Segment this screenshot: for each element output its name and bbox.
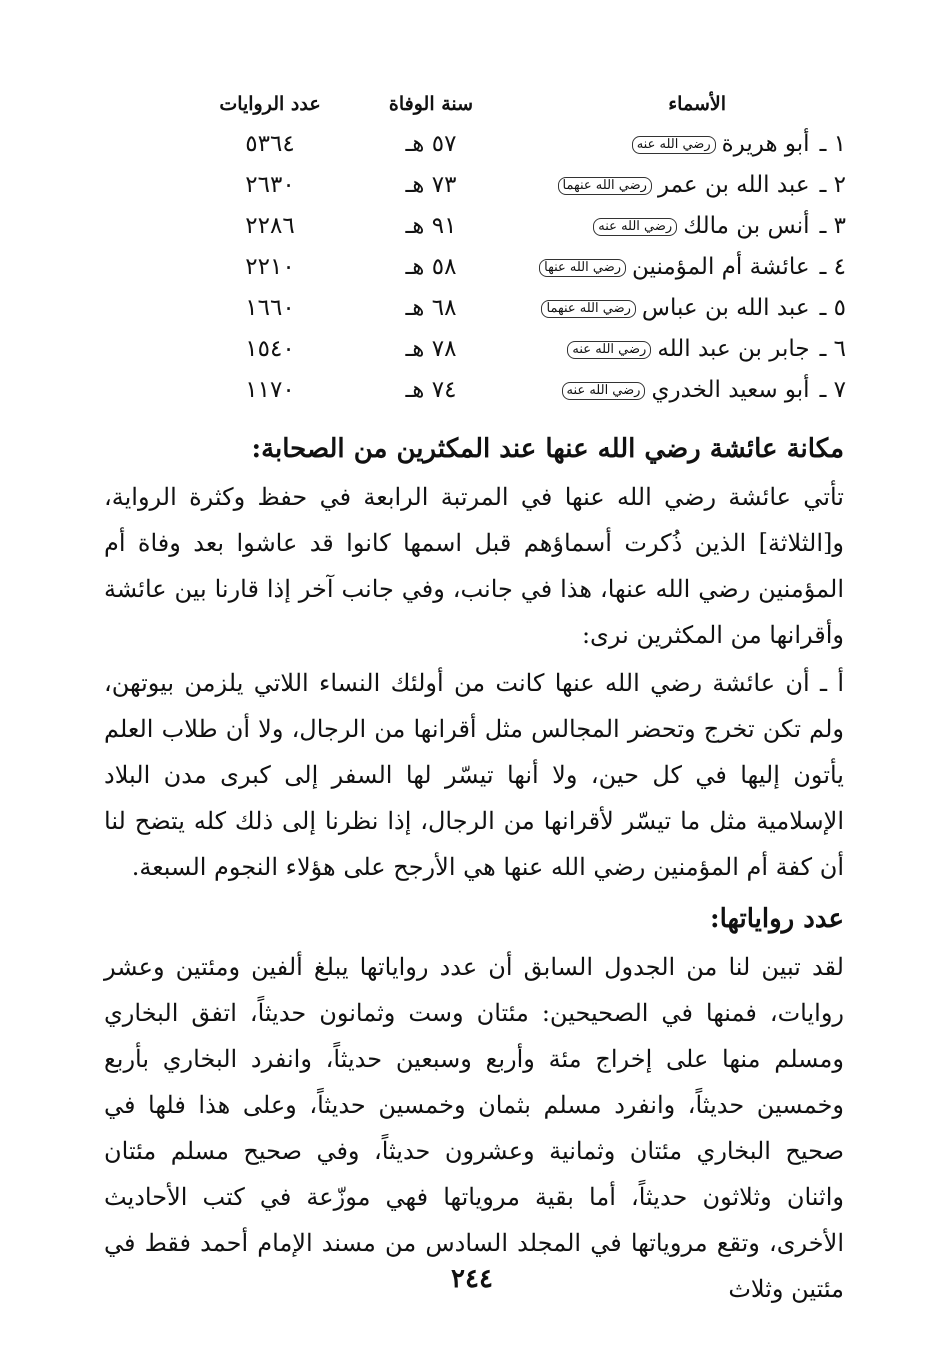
narration-count: ٢٦٣٠ [245,172,295,198]
paragraph-intro: تأتي عائشة رضي الله عنها في المرتبة الرابعة في حفظ وكثرة الرواية، و[الثلاثة] الذين ذُكرت أسماؤهم قبل اسمها كانوا قد عاشوا بعد وفاة أم المؤمنين رضي الله عنها، هذا في جانب، وفي جانب آخر إذا قارنا بين عائشة وأقرانها من المكثرين نرى: [104,483,844,649]
death-year: ٧٨ هـ [405,336,457,362]
paragraph-point-a: أ ـ أن عائشة رضي الله عنها كانت من أولئك النساء اللاتي يلزمن بيوتهن، ولم تكن تخرج وتحضر المجالس مثل أقرانها من الرجال، ولا أن طلاب العلم يأتون إليها في كل حين، ولا أنها تيسّر لها السفر إلى كبرى مدن البلاد الإسلامية مثل ما تيسّر لأقرانها من الرجال، إذا نظرنا إلى ذلك كله يتضح لنا أن كفة أم المؤمنين رضي الله عنها هي الأرجح على هؤلاء النجوم السبعة. [104,669,844,881]
honorific-seal: رضي الله عنه [562,382,646,400]
narrator-name: أبو سعيد الخدري [651,377,810,403]
narration-count: ٥٣٦٤ [245,131,295,157]
row-number: ٥ ـ [819,295,846,321]
table-row [190,165,846,206]
row-number: ٤ ـ [819,254,846,280]
honorific-seal: رضي الله عنهما [541,300,635,318]
narrator-name: عبد الله بن عمر [657,172,810,198]
narration-count: ٢٢١٠ [245,254,295,280]
table-row [190,329,846,370]
row-number: ٣ ـ [819,213,846,239]
death-year: ٧٤ هـ [405,377,457,403]
narrator-name-cell [632,124,846,165]
narrator-name-cell [539,247,846,288]
narration-count: ٢٢٨٦ [245,213,295,239]
narrator-name: عائشة أم المؤمنين [632,254,810,280]
header-death-year: سنة الوفاة [388,93,474,115]
row-number: ٢ ـ [819,172,846,198]
paragraph-narrations: لقد تبين لنا من الجدول السابق أن عدد رواياتها يبلغ ألفين ومئتين وعشر روايات، فمنها في الصحيحين: مئتان وست وثمانون حديثاً، اتفق البخاري ومسلم منها على إخراج مئة وأربع وسبعين حديثاً، وانفرد البخاري بأربع وخمسين حديثاً، وانفرد مسلم بثمان وخمسين حديثاً، وعلى هذا فلها في صحيح البخاري مئتان وثمانية وعشرون حديثاً، وفي صحيح مسلم مئتان واثنان وثلاثون حديثاً، أما بقية مروياتها فهي موزّعة في كتب الأحاديث الأخرى، وتقع مروياتها في المجلد السادس من مسند الإمام أحمد فقط في مئتين وثلاث [104,953,845,1303]
narration-count: ١٥٤٠ [245,336,295,362]
table-row [190,247,846,288]
section-heading-status: مكانة عائشة رضي الله عنها عند المكثرين من الصحابة: [251,434,844,464]
section-heading-narrations: عدد رواياتها: [709,904,844,934]
page-number: ٢٤٤ [451,1264,493,1294]
table-header-row [190,84,846,124]
honorific-seal: رضي الله عنه [567,341,651,359]
narrator-name: أبو هريرة [721,131,810,157]
narrator-name-cell [562,370,846,411]
header-narrations: عدد الروايات [219,93,321,115]
row-number: ٧ ـ [819,377,846,403]
death-year: ٧٣ هـ [405,172,457,198]
honorific-seal: رضي الله عنها [539,259,626,277]
narrator-name-cell [593,206,846,247]
header-names: الأسماء [668,93,726,115]
death-year: ٩١ هـ [405,213,457,239]
death-year: ٥٨ هـ [405,254,457,280]
row-number: ١ ـ [819,131,846,157]
table-row [190,124,846,165]
narrator-name: أنس بن مالك [683,213,810,239]
narrator-name-cell [541,288,846,329]
narrator-name-cell [558,165,846,206]
narration-count: ١١٧٠ [245,377,295,403]
table-row [190,288,846,329]
narrator-name: عبد الله بن عباس [641,295,810,321]
narrator-name: جابر بن عبد الله [657,336,810,362]
honorific-seal: رضي الله عنه [632,136,716,154]
death-year: ٦٨ هـ [405,295,457,321]
narrator-name-cell [567,329,846,370]
narration-count: ١٦٦٠ [245,295,295,321]
table-body [190,124,846,411]
death-year: ٥٧ هـ [405,131,457,157]
row-number: ٦ ـ [819,336,846,362]
honorific-seal: رضي الله عنهما [558,177,652,195]
honorific-seal: رضي الله عنه [593,218,677,236]
narrators-table [190,84,846,411]
table-row [190,206,846,247]
table-row [190,370,846,411]
